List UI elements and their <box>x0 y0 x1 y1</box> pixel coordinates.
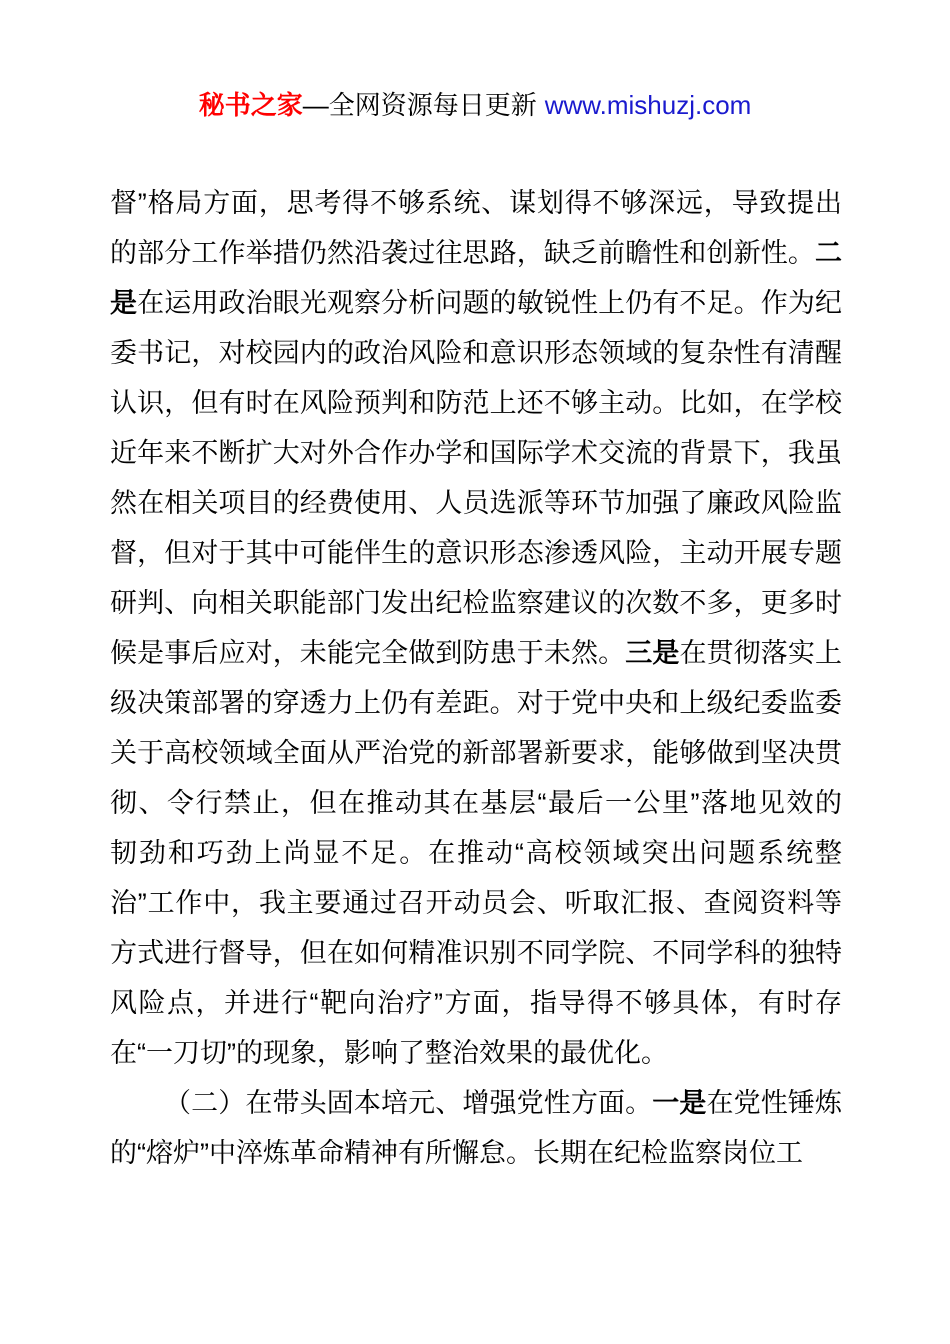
text-segment-bold: 是 <box>110 288 138 318</box>
text-line <box>110 528 842 578</box>
text-segment: 委书记，对校园内的政治风险和意识形态领域的复杂性有清醒 <box>110 338 842 368</box>
text-line <box>110 778 842 828</box>
text-line <box>110 628 842 678</box>
text-segment: 风险点，并进行“靶向治疗”方面，指导得不够具体，有时存 <box>110 988 842 1018</box>
text-line <box>110 578 842 628</box>
text-segment: 研判、向相关职能部门发出纪检监察建议的次数不多，更多时 <box>110 588 842 618</box>
text-line <box>110 878 842 928</box>
text-line-section-heading <box>110 1078 842 1128</box>
text-segment: 在贯彻落实上 <box>679 638 843 668</box>
text-segment-bold: 二 <box>815 238 842 268</box>
text-segment-bold: 一是 <box>652 1088 707 1118</box>
text-line <box>110 928 842 978</box>
text-segment-bold: 三是 <box>625 638 680 668</box>
text-line <box>110 178 842 228</box>
text-segment: 彻、令行禁止，但在推动其在基层“最后一公里”落地见效的 <box>110 788 842 818</box>
text-segment: 级决策部署的穿透力上仍有差距。对于党中央和上级纪委监委 <box>110 688 842 718</box>
text-line <box>110 478 842 528</box>
text-line <box>110 978 842 1028</box>
text-line <box>110 428 842 478</box>
text-segment: 在运用政治眼光观察分析问题的敏锐性上仍有不足。作为纪 <box>137 288 843 318</box>
text-line <box>110 228 842 278</box>
text-segment: 近年来不断扩大对外合作办学和国际学术交流的背景下，我虽 <box>110 438 842 468</box>
text-line <box>110 678 842 728</box>
text-segment: 在“一刀切”的现象，影响了整治效果的最优化。 <box>110 1038 668 1068</box>
site-tagline: 全网资源每日更新 <box>328 90 537 120</box>
text-line <box>110 278 842 328</box>
site-brand: 秘书之家 <box>198 90 303 120</box>
text-segment: 方式进行督导，但在如何精准识别不同学院、不同学科的独特 <box>110 938 842 968</box>
site-header <box>0 88 950 122</box>
text-segment: 然在相关项目的经费使用、人员选派等环节加强了廉政风险监 <box>110 488 842 518</box>
text-segment: 的部分工作举措仍然沿袭过往思路，缺乏前瞻性和创新性。 <box>110 238 815 268</box>
text-segment: 认识，但有时在风险预判和防范上还不够主动。比如，在学校 <box>110 388 842 418</box>
text-line <box>110 1028 842 1078</box>
site-url: www.mishuzj.com <box>544 90 752 120</box>
text-line <box>110 378 842 428</box>
text-segment: （二）在带头固本培元、增强党性方面。 <box>164 1088 653 1118</box>
header-separator: — <box>302 90 329 120</box>
text-line <box>110 728 842 778</box>
document-body <box>110 178 842 1178</box>
text-segment: 督”格局方面，思考得不够系统、谋划得不够深远，导致提出 <box>110 188 842 218</box>
text-line <box>110 1128 842 1178</box>
text-segment: 韧劲和巧劲上尚显不足。在推动“高校领域突出问题系统整 <box>110 838 842 868</box>
text-segment: 候是事后应对，未能完全做到防患于未然。 <box>110 638 626 668</box>
text-line <box>110 828 842 878</box>
text-segment: 督，但对于其中可能伴生的意识形态渗透风险，主动开展专题 <box>110 538 842 568</box>
text-line <box>110 328 842 378</box>
text-segment: 的“熔炉”中淬炼革命精神有所懈怠。长期在纪检监察岗位工 <box>110 1138 803 1168</box>
text-segment: 关于高校领域全面从严治党的新部署新要求，能够做到坚决贯 <box>110 738 842 768</box>
text-segment: 在党性锤炼 <box>706 1088 842 1118</box>
text-segment: 治”工作中，我主要通过召开动员会、听取汇报、查阅资料等 <box>110 888 842 918</box>
